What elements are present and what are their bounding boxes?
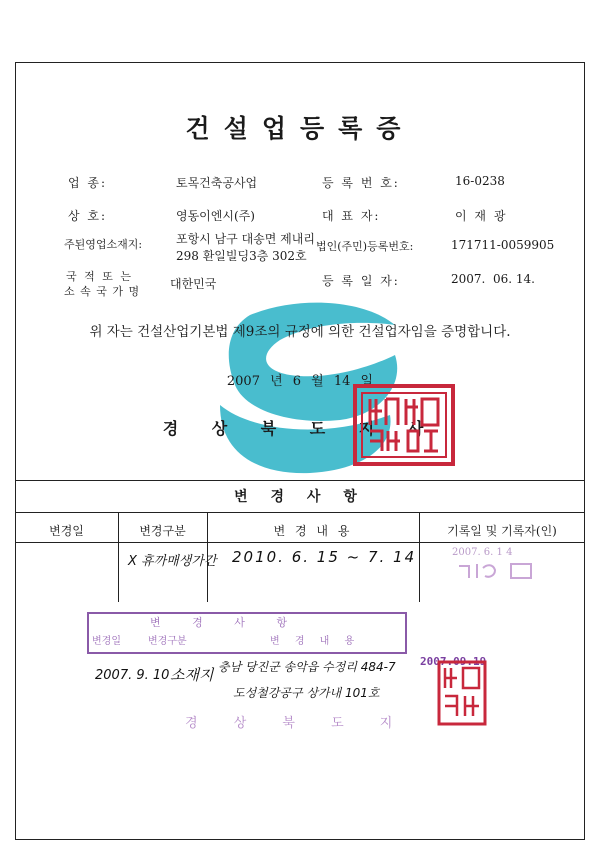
issue-date: 2007 년 6 월 14 일 [226, 374, 374, 389]
field-label-representative: 대 표 자: [322, 209, 381, 223]
change-row1-content: 2010. 6. 15 ~ 7. 14 [232, 548, 417, 566]
changes-title-rule [15, 512, 585, 513]
overlay-issuer: 경 상 북 도 지 [185, 716, 409, 731]
field-value-registration-number: 16-0238 [455, 174, 505, 188]
change-row2-record: 2007.09.19 [420, 655, 487, 668]
field-value-registration-date: 2007. 06. 14. [451, 272, 535, 286]
field-label-registration-number: 등 록 번 호: [322, 176, 400, 190]
changes-col-record: 기록일 및 기록자(인) [447, 524, 557, 538]
changes-title: 변 경 사 항 [234, 489, 366, 505]
change-row2-content-line2: 도성철강공구 상가내 101호 [233, 686, 380, 700]
change-row1-category: X 휴까매생가간 [128, 554, 217, 569]
field-label-address: 주된영업소재지: [64, 238, 143, 251]
changes-header-rule [15, 542, 585, 543]
field-value-address-line1: 포항시 남구 대송면 제내리 [176, 232, 315, 246]
changes-top-rule [15, 480, 585, 481]
field-label-corporate-id: 법인(주민)등록번호: [316, 240, 414, 253]
overlay-col-date: 변경일 [92, 636, 121, 647]
field-label-company-name: 상 호: [68, 209, 108, 223]
overlay-col-category: 변경구분 [148, 636, 187, 647]
field-value-business-type: 토목건축공사업 [176, 176, 258, 190]
official-seal-red [352, 383, 456, 467]
field-value-company-name: 영동이엔시(주) [176, 209, 255, 223]
field-value-nationality: 대한민국 [170, 277, 217, 291]
field-label-business-type: 업 종: [68, 176, 108, 190]
overlay-title: 변 경 사 항 [150, 616, 301, 629]
field-value-representative: 이 재 광 [455, 209, 508, 223]
record-stamp-faint [455, 560, 535, 582]
issuer-name: 경 상 북 도 지 사 [162, 419, 438, 438]
changes-col-content: 변 경 내 용 [273, 524, 353, 538]
change-row1-record: 2007. 6. 1 4 [452, 547, 513, 558]
change-row2-content-line1: 충남 당진군 송악읍 수정리 484-7 [218, 660, 396, 674]
field-label-nationality-line1: 국 적 또 는 [66, 270, 133, 283]
field-label-registration-date: 등 록 일 자: [322, 274, 400, 288]
change-row2-category: 소재지 [170, 666, 214, 684]
certification-statement: 위 자는 건설산업기본법 제9조의 규정에 의한 건설업자임을 증명합니다. [89, 324, 511, 340]
certificate-title: 건설업등록증 [185, 114, 415, 143]
changes-col-category: 변경구분 [139, 524, 186, 538]
field-label-nationality-line2: 소 속 국 가 명 [64, 285, 141, 298]
overlay-col-content: 변 경 내 용 [270, 636, 361, 647]
field-value-corporate-id: 171711-0059905 [451, 238, 555, 252]
official-seal-red-small [437, 660, 487, 726]
field-value-address-line2: 298 환일빌딩3층 302호 [176, 249, 307, 263]
changes-col-date: 변경일 [49, 524, 84, 538]
change-row2-date: 2007. 9. 10 [95, 668, 170, 683]
